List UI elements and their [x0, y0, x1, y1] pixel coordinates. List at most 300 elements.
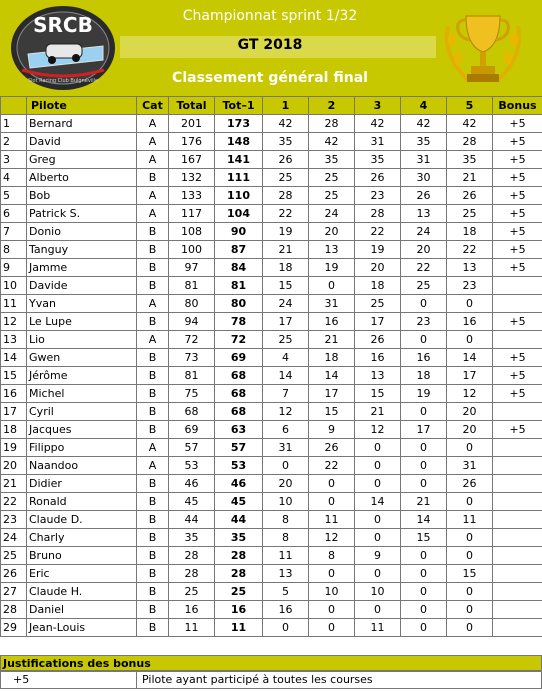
pilot-cell: Jacques — [27, 421, 137, 439]
bonus-cell: +5 — [493, 241, 542, 259]
bonus-cell — [493, 565, 542, 583]
bonus-cell: +5 — [493, 421, 542, 439]
rank-cell: 3 — [1, 151, 27, 169]
pilot-header: Pilote — [27, 97, 137, 115]
race-4-cell: 23 — [401, 313, 447, 331]
race-1-cell: 22 — [263, 205, 309, 223]
table-row — [1, 367, 542, 385]
category-cell: B — [137, 601, 169, 619]
rank-cell: 11 — [1, 295, 27, 313]
bonus-cell — [493, 295, 542, 313]
table-row — [1, 457, 542, 475]
race-1-cell: 6 — [263, 421, 309, 439]
table-row — [1, 547, 542, 565]
bonus-cell — [493, 583, 542, 601]
total-cell: 133 — [169, 187, 215, 205]
race-1-cell: 24 — [263, 295, 309, 313]
race-4-cell: 30 — [401, 169, 447, 187]
table-row — [1, 601, 542, 619]
race-3-cell: 18 — [355, 277, 401, 295]
tot-minus-one-cell: 11 — [215, 619, 263, 637]
race-2-cell: 19 — [309, 259, 355, 277]
total-cell: 28 — [169, 547, 215, 565]
tot-minus-one-cell: 148 — [215, 133, 263, 151]
race-3-cell: 26 — [355, 169, 401, 187]
race-4-cell: 13 — [401, 205, 447, 223]
total-cell: 81 — [169, 277, 215, 295]
race-1-cell: 25 — [263, 169, 309, 187]
rank-cell: 6 — [1, 205, 27, 223]
total-cell: 11 — [169, 619, 215, 637]
table-row — [1, 151, 542, 169]
race-1-cell: 13 — [263, 565, 309, 583]
table-row — [1, 277, 542, 295]
category-cell: A — [137, 115, 169, 133]
table-row — [1, 259, 542, 277]
bonus-cell: +5 — [493, 133, 542, 151]
race-1-cell: 28 — [263, 187, 309, 205]
tot-minus-one-cell: 68 — [215, 367, 263, 385]
table-header-row — [1, 97, 542, 115]
tot-minus-one-cell: 104 — [215, 205, 263, 223]
tot-minus-one-cell: 110 — [215, 187, 263, 205]
race-3-cell: 0 — [355, 529, 401, 547]
category-cell: A — [137, 151, 169, 169]
category-cell: B — [137, 277, 169, 295]
pilot-cell: Alberto — [27, 169, 137, 187]
bonus-cell: +5 — [493, 349, 542, 367]
category-cell: B — [137, 475, 169, 493]
table-row — [1, 187, 542, 205]
rank-cell: 21 — [1, 475, 27, 493]
race-2-cell: 0 — [309, 475, 355, 493]
pilot-cell: Gwen — [27, 349, 137, 367]
race-5-cell: 13 — [447, 259, 493, 277]
total-cell: 28 — [169, 565, 215, 583]
tot-minus-one-cell: 25 — [215, 583, 263, 601]
race-4-cell: 19 — [401, 385, 447, 403]
race-4-cell: 14 — [401, 511, 447, 529]
race-3-cell: 23 — [355, 187, 401, 205]
total-cell: 45 — [169, 493, 215, 511]
race-3-cell: 42 — [355, 115, 401, 133]
bonus-cell: +5 — [493, 385, 542, 403]
tot-minus-one-cell: 46 — [215, 475, 263, 493]
race-5-header: 5 — [447, 97, 493, 115]
ranking-title: Classement général final — [172, 70, 368, 86]
race-2-cell: 0 — [309, 601, 355, 619]
total-cell: 46 — [169, 475, 215, 493]
race-2-cell: 25 — [309, 169, 355, 187]
tot-minus-one-cell: 173 — [215, 115, 263, 133]
pilot-cell: Charly — [27, 529, 137, 547]
race-2-cell: 14 — [309, 367, 355, 385]
rank-cell: 12 — [1, 313, 27, 331]
race-1-cell: 11 — [263, 547, 309, 565]
tot-minus-one-cell: 69 — [215, 349, 263, 367]
table-row — [1, 133, 542, 151]
tot-minus-one-cell: 16 — [215, 601, 263, 619]
table-row — [1, 169, 542, 187]
rank-cell: 24 — [1, 529, 27, 547]
race-3-cell: 28 — [355, 205, 401, 223]
pilot-cell: Didier — [27, 475, 137, 493]
race-3-cell: 0 — [355, 475, 401, 493]
bonus-cell — [493, 403, 542, 421]
tot-minus-one-cell: 57 — [215, 439, 263, 457]
race-4-cell: 35 — [401, 133, 447, 151]
race-2-cell: 11 — [309, 511, 355, 529]
pilot-cell: Tanguy — [27, 241, 137, 259]
pilot-cell: Le Lupe — [27, 313, 137, 331]
race-2-header: 2 — [309, 97, 355, 115]
race-3-cell: 9 — [355, 547, 401, 565]
race-5-cell: 0 — [447, 529, 493, 547]
race-2-cell: 16 — [309, 313, 355, 331]
race-4-cell: 0 — [401, 295, 447, 313]
race-5-cell: 26 — [447, 475, 493, 493]
rank-header — [1, 97, 27, 115]
total-cell: 72 — [169, 331, 215, 349]
race-5-cell: 25 — [447, 205, 493, 223]
race-3-header: 3 — [355, 97, 401, 115]
category-cell: B — [137, 547, 169, 565]
total-cell: 81 — [169, 367, 215, 385]
race-4-cell: 25 — [401, 277, 447, 295]
total-cell: 94 — [169, 313, 215, 331]
pilot-cell: Filippo — [27, 439, 137, 457]
race-3-cell: 13 — [355, 367, 401, 385]
race-1-cell: 20 — [263, 475, 309, 493]
bonus-cell: +5 — [493, 187, 542, 205]
pilot-cell: Bernard — [27, 115, 137, 133]
category-cell: B — [137, 619, 169, 637]
race-4-cell: 42 — [401, 115, 447, 133]
pilot-cell: Jean-Louis — [27, 619, 137, 637]
race-2-cell: 18 — [309, 349, 355, 367]
race-4-cell: 0 — [401, 439, 447, 457]
race-5-cell: 11 — [447, 511, 493, 529]
rank-cell: 20 — [1, 457, 27, 475]
rank-cell: 9 — [1, 259, 27, 277]
total-cell: 132 — [169, 169, 215, 187]
race-5-cell: 0 — [447, 331, 493, 349]
total-cell: 69 — [169, 421, 215, 439]
race-3-cell: 14 — [355, 493, 401, 511]
race-2-cell: 12 — [309, 529, 355, 547]
rank-cell: 26 — [1, 565, 27, 583]
race-2-cell: 0 — [309, 565, 355, 583]
table-row — [1, 385, 542, 403]
rank-cell: 5 — [1, 187, 27, 205]
race-5-cell: 0 — [447, 601, 493, 619]
category-cell: B — [137, 259, 169, 277]
rank-cell: 15 — [1, 367, 27, 385]
rank-cell: 22 — [1, 493, 27, 511]
race-4-cell: 0 — [401, 547, 447, 565]
race-1-cell: 42 — [263, 115, 309, 133]
race-5-cell: 42 — [447, 115, 493, 133]
race-5-cell: 20 — [447, 421, 493, 439]
race-4-cell: 17 — [401, 421, 447, 439]
total-cell: 108 — [169, 223, 215, 241]
tot-minus-one-cell: 63 — [215, 421, 263, 439]
bonus-cell — [493, 619, 542, 637]
race-2-cell: 24 — [309, 205, 355, 223]
tot-minus-one-cell: 90 — [215, 223, 263, 241]
race-3-cell: 10 — [355, 583, 401, 601]
race-2-cell: 35 — [309, 151, 355, 169]
pilot-cell: Claude D. — [27, 511, 137, 529]
championship-title: Championnat sprint 1/32 — [182, 8, 358, 24]
race-4-cell: 18 — [401, 367, 447, 385]
bonus-cell — [493, 529, 542, 547]
pilot-cell: Davide — [27, 277, 137, 295]
race-2-cell: 21 — [309, 331, 355, 349]
rank-cell: 23 — [1, 511, 27, 529]
total-cell: 176 — [169, 133, 215, 151]
race-4-cell: 15 — [401, 529, 447, 547]
table-row — [1, 241, 542, 259]
race-1-cell: 21 — [263, 241, 309, 259]
race-2-cell: 0 — [309, 277, 355, 295]
pilot-cell: Lio — [27, 331, 137, 349]
race-4-header: 4 — [401, 97, 447, 115]
race-5-cell: 0 — [447, 439, 493, 457]
bonus-cell: +5 — [493, 259, 542, 277]
pilot-cell: Yvan — [27, 295, 137, 313]
pilot-cell: Jérôme — [27, 367, 137, 385]
rank-cell: 18 — [1, 421, 27, 439]
race-2-cell: 15 — [309, 403, 355, 421]
category-cell: B — [137, 403, 169, 421]
race-1-cell: 12 — [263, 403, 309, 421]
race-5-cell: 0 — [447, 295, 493, 313]
race-4-cell: 0 — [401, 619, 447, 637]
race-5-cell: 28 — [447, 133, 493, 151]
header-banner — [0, 0, 542, 96]
race-5-cell: 0 — [447, 493, 493, 511]
table-row — [1, 313, 542, 331]
total-cell: 201 — [169, 115, 215, 133]
table-row — [1, 511, 542, 529]
race-5-cell: 20 — [447, 403, 493, 421]
race-2-cell: 10 — [309, 583, 355, 601]
race-4-cell: 24 — [401, 223, 447, 241]
pilot-cell: Ronald — [27, 493, 137, 511]
category-cell: B — [137, 385, 169, 403]
bonus-cell — [493, 511, 542, 529]
race-3-cell: 31 — [355, 133, 401, 151]
bonus-cell — [493, 277, 542, 295]
race-1-cell: 5 — [263, 583, 309, 601]
bonus-cell — [493, 457, 542, 475]
race-2-cell: 0 — [309, 493, 355, 511]
category-cell: B — [137, 241, 169, 259]
race-4-cell: 16 — [401, 349, 447, 367]
rank-cell: 19 — [1, 439, 27, 457]
pilot-cell: Bruno — [27, 547, 137, 565]
table-row — [1, 205, 542, 223]
bonus-cell — [493, 331, 542, 349]
category-cell: B — [137, 421, 169, 439]
total-cell: 73 — [169, 349, 215, 367]
total-cell: 100 — [169, 241, 215, 259]
race-2-cell: 22 — [309, 457, 355, 475]
race-2-cell: 28 — [309, 115, 355, 133]
rank-cell: 27 — [1, 583, 27, 601]
table-row — [1, 295, 542, 313]
tot-minus-one-cell: 111 — [215, 169, 263, 187]
race-1-cell: 15 — [263, 277, 309, 295]
tot-minus-one-cell: 78 — [215, 313, 263, 331]
rank-cell: 13 — [1, 331, 27, 349]
category-cell: B — [137, 565, 169, 583]
rank-cell: 2 — [1, 133, 27, 151]
race-4-cell: 0 — [401, 583, 447, 601]
race-5-cell: 35 — [447, 151, 493, 169]
race-3-cell: 16 — [355, 349, 401, 367]
cat-header: Cat — [137, 97, 169, 115]
race-3-cell: 22 — [355, 223, 401, 241]
rank-cell: 25 — [1, 547, 27, 565]
race-5-cell: 0 — [447, 583, 493, 601]
tot-minus-one-header: Tot–1 — [215, 97, 263, 115]
race-2-cell: 9 — [309, 421, 355, 439]
logo-text: SRCB — [33, 13, 93, 37]
table-row — [1, 403, 542, 421]
race-1-cell: 17 — [263, 313, 309, 331]
race-1-cell: 4 — [263, 349, 309, 367]
category-cell: A — [137, 439, 169, 457]
race-2-cell: 13 — [309, 241, 355, 259]
total-cell: 75 — [169, 385, 215, 403]
table-row — [1, 493, 542, 511]
category-cell: A — [137, 187, 169, 205]
race-1-cell: 8 — [263, 529, 309, 547]
table-row — [1, 475, 542, 493]
table-row — [1, 223, 542, 241]
bonus-cell — [493, 601, 542, 619]
race-5-cell: 22 — [447, 241, 493, 259]
table-row — [1, 349, 542, 367]
justification-row — [0, 671, 542, 689]
category-cell: B — [137, 511, 169, 529]
race-3-cell: 19 — [355, 241, 401, 259]
race-5-cell: 15 — [447, 565, 493, 583]
rank-cell: 16 — [1, 385, 27, 403]
pilot-cell: Naandoo — [27, 457, 137, 475]
rank-cell: 17 — [1, 403, 27, 421]
table-row — [1, 565, 542, 583]
pilot-cell: Claude H. — [27, 583, 137, 601]
srcb-logo — [8, 4, 118, 92]
race-2-cell: 20 — [309, 223, 355, 241]
table-row — [1, 583, 542, 601]
race-1-cell: 26 — [263, 151, 309, 169]
tot-minus-one-cell: 28 — [215, 547, 263, 565]
justifications-title: Justifications des bonus — [0, 655, 542, 671]
race-5-cell: 0 — [447, 547, 493, 565]
tot-minus-one-cell: 84 — [215, 259, 263, 277]
race-2-cell: 17 — [309, 385, 355, 403]
race-4-cell: 31 — [401, 151, 447, 169]
race-1-cell: 0 — [263, 619, 309, 637]
rank-cell: 28 — [1, 601, 27, 619]
category-cell: B — [137, 367, 169, 385]
race-3-cell: 21 — [355, 403, 401, 421]
rank-cell: 29 — [1, 619, 27, 637]
race-3-cell: 0 — [355, 457, 401, 475]
total-cell: 117 — [169, 205, 215, 223]
table-row — [1, 619, 542, 637]
race-2-cell: 26 — [309, 439, 355, 457]
tot-minus-one-cell: 81 — [215, 277, 263, 295]
total-header: Total — [169, 97, 215, 115]
race-3-cell: 20 — [355, 259, 401, 277]
total-cell: 80 — [169, 295, 215, 313]
race-5-cell: 12 — [447, 385, 493, 403]
tot-minus-one-cell: 68 — [215, 403, 263, 421]
pilot-cell: Donio — [27, 223, 137, 241]
total-cell: 16 — [169, 601, 215, 619]
race-3-cell: 11 — [355, 619, 401, 637]
race-2-cell: 25 — [309, 187, 355, 205]
race-5-cell: 14 — [447, 349, 493, 367]
svg-text:Slot Racing Club Bulgnéville: Slot Racing Club Bulgnéville — [27, 78, 99, 84]
ranking-table — [0, 96, 542, 637]
bonus-cell — [493, 493, 542, 511]
category-cell: B — [137, 583, 169, 601]
pilot-cell: David — [27, 133, 137, 151]
race-5-cell: 16 — [447, 313, 493, 331]
category-cell: B — [137, 169, 169, 187]
race-1-cell: 16 — [263, 601, 309, 619]
race-1-cell: 19 — [263, 223, 309, 241]
pilot-cell: Daniel — [27, 601, 137, 619]
tot-minus-one-cell: 28 — [215, 565, 263, 583]
race-4-cell: 22 — [401, 259, 447, 277]
race-1-cell: 18 — [263, 259, 309, 277]
rank-cell: 14 — [1, 349, 27, 367]
category-cell: A — [137, 205, 169, 223]
bonus-cell: +5 — [493, 367, 542, 385]
table-row — [1, 529, 542, 547]
total-cell: 167 — [169, 151, 215, 169]
category-cell: B — [137, 529, 169, 547]
race-5-cell: 17 — [447, 367, 493, 385]
rank-cell: 4 — [1, 169, 27, 187]
pilot-cell: Patrick S. — [27, 205, 137, 223]
race-3-cell: 15 — [355, 385, 401, 403]
race-2-cell: 42 — [309, 133, 355, 151]
race-4-cell: 26 — [401, 187, 447, 205]
bonus-cell — [493, 439, 542, 457]
total-cell: 44 — [169, 511, 215, 529]
table-row — [1, 115, 542, 133]
season-title: GT 2018 — [237, 37, 303, 53]
race-5-cell: 21 — [447, 169, 493, 187]
race-3-cell: 35 — [355, 151, 401, 169]
total-cell: 25 — [169, 583, 215, 601]
total-cell: 35 — [169, 529, 215, 547]
bonus-cell: +5 — [493, 223, 542, 241]
race-4-cell: 0 — [401, 475, 447, 493]
pilot-cell: Jamme — [27, 259, 137, 277]
race-4-cell: 20 — [401, 241, 447, 259]
total-cell: 57 — [169, 439, 215, 457]
bonus-header: Bonus — [493, 97, 542, 115]
